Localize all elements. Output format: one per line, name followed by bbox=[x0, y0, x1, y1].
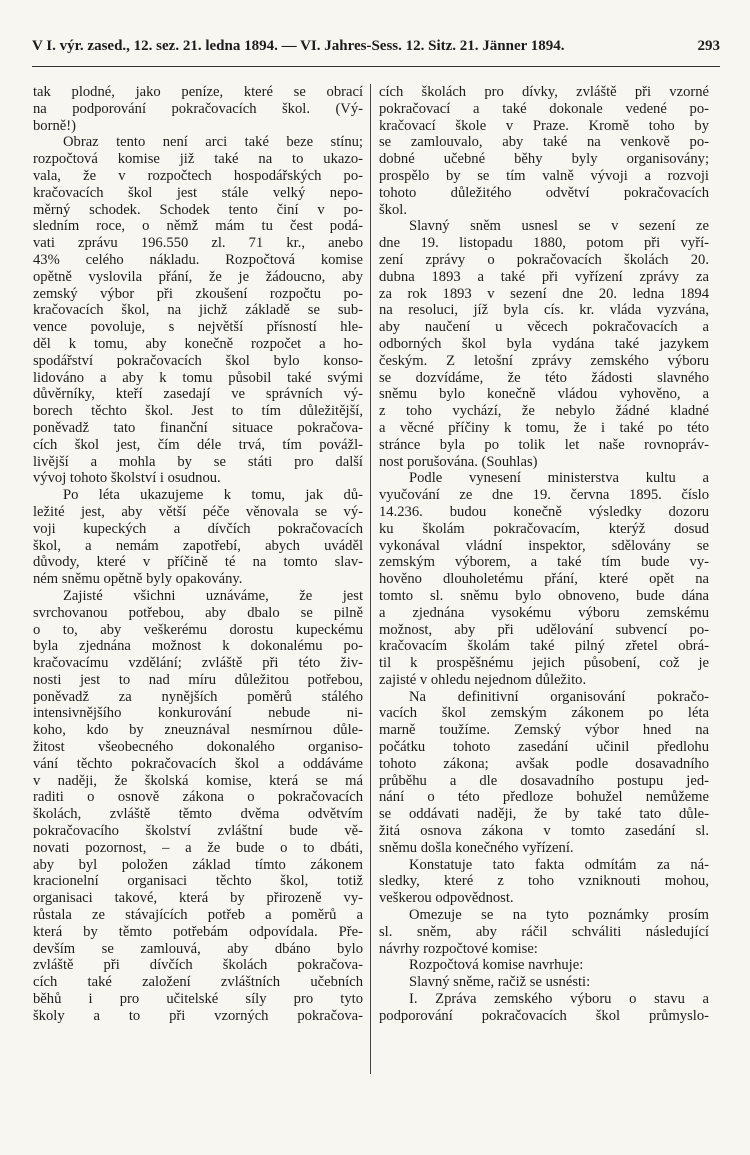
text-line: zvláště při dívčích školách pokračova- bbox=[33, 957, 363, 974]
text-line: I. Zpráva zemského výboru o stavu a bbox=[409, 991, 709, 1008]
text-line: 43% celého nákladu. Rozpočtová komise bbox=[33, 251, 363, 268]
text-line: návrhy rozpočtové komise: bbox=[379, 940, 538, 957]
text-line: koho, kdo by zneuznával nesmírnou důle- bbox=[33, 722, 363, 739]
text-line: Obraz tento není arci také beze stínu; bbox=[63, 134, 363, 151]
text-line: běhů i pro učitelské síly pro tyto bbox=[33, 991, 363, 1008]
text-line: ku školám pokračovacím, kterýž dosud bbox=[379, 520, 709, 537]
text-line: aby byl položen základ tímto zákonem bbox=[33, 856, 363, 873]
text-line: kračovacích škol, na jichž základě se sub- bbox=[33, 302, 363, 319]
text-line: důvěrníky, kteří zasedají ve správních vý- bbox=[33, 386, 363, 403]
text-line: borně!) bbox=[33, 117, 76, 134]
text-line: na resoluci, jíž byla cís. kr. vláda vyzvána, bbox=[379, 302, 709, 319]
text-line: prospělo by se tím valně vývoji a rozvoji bbox=[379, 167, 709, 184]
text-line: nosti jest to nad míru důležitou potřebou, bbox=[33, 671, 363, 688]
text-line: kračovací škole v Praze. Kromě toho by bbox=[379, 117, 709, 134]
text-line: která by těmto potřebám odpovídala. Pře- bbox=[33, 923, 363, 940]
text-line: na podporování pokračovacích škol. (Vý- bbox=[33, 100, 363, 117]
text-line: devším se zamlouvá, aby dbáno bylo bbox=[33, 940, 363, 957]
text-line: zení zprávy o pokračovacích školách 20. bbox=[379, 251, 709, 268]
text-line: novati pozornost, – a že bude o to dbáti, bbox=[33, 839, 363, 856]
header-rule bbox=[32, 66, 720, 67]
text-line: průběhu a dle dosavadního postupu jed- bbox=[379, 772, 709, 789]
text-line: školy a to při vzorných pokračova- bbox=[33, 1007, 363, 1024]
text-line: zajisté v ohledu nejednom důležito. bbox=[379, 671, 587, 688]
left-column bbox=[33, 84, 363, 1144]
text-line: opětně vyslovila přání, že je žádoucno, aby bbox=[33, 268, 363, 285]
text-line: livější a mohla by se státi pro další bbox=[33, 453, 363, 470]
text-line: dobné učebné běhy byly organisovány; bbox=[379, 151, 709, 168]
text-line: organisaci takové, která by přirozeně vy- bbox=[33, 890, 363, 907]
text-line: škol. bbox=[379, 201, 407, 218]
text-line: žitost všeobecného dokonalého organiso- bbox=[33, 739, 363, 756]
text-line: žitá osnova zákona v tomto zasedání sl. bbox=[379, 823, 709, 840]
text-line: nání o této předloze bohužel nemůžeme bbox=[379, 789, 709, 806]
text-line: hověno dlouholetému přání, které opět na bbox=[379, 571, 709, 588]
text-line: veškerou odpovědnost. bbox=[379, 890, 514, 907]
text-line: se dozvídáme, že této žádosti slavného bbox=[379, 369, 709, 386]
text-line: vala, že v rozpočtech hospodářských po- bbox=[33, 167, 363, 184]
text-line: se oddávati naději, že by také tato důle- bbox=[379, 806, 709, 823]
text-line: ležité jest, aby větší péče věnovala se vý- bbox=[33, 503, 363, 520]
text-line: v naději, že školská komise, která se má bbox=[33, 772, 363, 789]
text-line: Omezuje se na tyto poznámky prosím bbox=[409, 907, 709, 924]
text-line: a zjednána vysokému výboru zemskému bbox=[379, 604, 709, 621]
text-line: sledky, které z toho vzniknouti mohou, bbox=[379, 873, 709, 890]
text-line: sněmu došla konečného vyřízení. bbox=[379, 839, 574, 856]
text-line: sněmu bylo konečně vládou vyhověno, a bbox=[379, 386, 709, 403]
text-line: kračovacím školám také pilný zřetel obrá- bbox=[379, 638, 709, 655]
text-line: možnost, aby při udělování subvencí po- bbox=[379, 621, 709, 638]
text-line: kračovacích škol jest stále velký nepo- bbox=[33, 184, 363, 201]
text-line: ném sněmu opětně byly opakovány. bbox=[33, 571, 243, 588]
text-line: vykonával vládní inspektor, sdělovány se bbox=[379, 537, 709, 554]
text-line: škol, a nemám zapotřebí, abych uváděl bbox=[33, 537, 363, 554]
text-line: pokračovací a také dokonale vedené po- bbox=[379, 100, 709, 117]
text-line: tohoto zákona; avšak podle dosavadního bbox=[379, 755, 709, 772]
text-line: školách, zvláště těmto dvěma odvětvím bbox=[33, 806, 363, 823]
text-line: rozpočtová komise již také na to ukazo- bbox=[33, 151, 363, 168]
text-line: svrchovanou potřebou, aby dbalo se pilně bbox=[33, 604, 363, 621]
text-line: spodářství pokračovacích škol bylo konso- bbox=[33, 352, 363, 369]
text-line: Slavný sněm usnesl se v sezení ze bbox=[409, 218, 709, 235]
text-line: vati zprávu 196.550 zl. 71 kr., anebo bbox=[33, 235, 363, 252]
text-line: podporování pokračovacích škol průmyslo- bbox=[379, 1007, 709, 1024]
text-line: poněvadž za nynějších poměrů stálého bbox=[33, 688, 363, 705]
text-line: 14.236. budou konečně výsledky dozoru bbox=[379, 503, 709, 520]
text-line: kracionelní organisaci těchto škol, totiž bbox=[33, 873, 363, 890]
text-line: aby naučení u věcech pokračovacích a bbox=[379, 319, 709, 336]
text-line: borech těchto škol. Jest to tím důležitější, bbox=[33, 403, 363, 420]
text-line: důvody, které v příčině té na tomto slav- bbox=[33, 554, 363, 571]
text-line: poněvadž tato finanční situace pokračova- bbox=[33, 419, 363, 436]
text-line: cích škol jest, čím déle trvá, tím povážl- bbox=[33, 436, 363, 453]
text-line: vání těchto pokračovacích škol a oddáváme bbox=[33, 755, 363, 772]
text-line: o to, aby veškerému dorostu kupeckému bbox=[33, 621, 363, 638]
text-line: cích školách pro dívky, zvláště při vzorné bbox=[379, 84, 709, 100]
text-line: tak plodné, jako peníze, které se obrací bbox=[33, 84, 363, 100]
text-line: růstala ze stávajících potřeb a poměrů a bbox=[33, 907, 363, 924]
column-divider bbox=[370, 84, 371, 1074]
text-line: Konstatuje tato fakta odmítám za ná- bbox=[409, 856, 709, 873]
right-column bbox=[379, 84, 709, 1144]
text-line: sl. sněm, aby ráčil schváliti následující bbox=[379, 923, 709, 940]
text-line: za rok 1893 v sezení dne 20. ledna 1894 bbox=[379, 285, 709, 302]
running-header bbox=[32, 38, 720, 60]
text-line: intensivnějšího konkurování nebude ni- bbox=[33, 705, 363, 722]
running-header-title: V I. výr. zased., 12. sez. 21. ledna 1894. — VI. Jahres-Sess. 12. Sitz. 21. Jänner 1894. bbox=[32, 38, 565, 54]
text-line: tohoto důležitého odvětví pokračovacích bbox=[379, 184, 709, 201]
text-line: sledním roce, o němž mám tu čest podá- bbox=[33, 218, 363, 235]
text-line: dubna 1893 a také při vyřízení zprávy za bbox=[379, 268, 709, 285]
text-line: cích také založení zvláštních učebních bbox=[33, 974, 363, 991]
text-line: Po léta ukazujeme k tomu, jak dů- bbox=[63, 487, 363, 504]
text-line: děl k tomu, aby konečně rozpočet a ho- bbox=[33, 335, 363, 352]
text-line: zemským výborem, a také tím bude vy- bbox=[379, 554, 709, 571]
text-line: vyučování ze dne 19. června 1895. číslo bbox=[379, 487, 709, 504]
text-line: kračovacímu vzdělání; zvláště při této živ- bbox=[33, 655, 363, 672]
text-line: českým. Z letošní zprávy zemského výboru bbox=[379, 352, 709, 369]
text-line: dne 19. listopadu 1880, potom při vyří- bbox=[379, 235, 709, 252]
text-line: Rozpočtová komise navrhuje: bbox=[409, 957, 584, 974]
text-line: zemský výbor při zkoušení rozpočtu po- bbox=[33, 285, 363, 302]
text-line: Na definitivní organisování pokračo- bbox=[409, 688, 709, 705]
text-line: Podle vynesení ministerstva kultu a bbox=[409, 470, 709, 487]
text-line: počátku tohoto zasedání učinil předlohu bbox=[379, 739, 709, 756]
text-line: stránce byla po tolik let naše rovnopráv- bbox=[379, 436, 709, 453]
page-number: 293 bbox=[697, 38, 720, 54]
text-line: marně toužíme. Zemský výbor hned na bbox=[379, 722, 709, 739]
text-line: pokračovacího školství zvláštní bude vě- bbox=[33, 823, 363, 840]
text-line: se zamlouvalo, aby také na venkově po- bbox=[379, 134, 709, 151]
text-line: til k prospěšnému jejich působení, což je bbox=[379, 655, 709, 672]
text-line: lidováno a aby k tomu působil také svými bbox=[33, 369, 363, 386]
text-line: byla zjednána možnost k dokonalému po- bbox=[33, 638, 363, 655]
text-line: odborných škol byla vydána také jazykem bbox=[379, 335, 709, 352]
text-line: raditi o osnově zákona o pokračovacích bbox=[33, 789, 363, 806]
text-line: voji kupeckých a dívčích pokračovacích bbox=[33, 520, 363, 537]
text-line: z toho vychází, že nebylo žádné kladné bbox=[379, 403, 709, 420]
text-line: vence povoluje, s největší přísností hle- bbox=[33, 319, 363, 336]
text-line: vacích škol zemským zákonem po léta bbox=[379, 705, 709, 722]
text-line: Zajisté všichni uznáváme, že jest bbox=[63, 587, 363, 604]
text-line: nost porušována. (Souhlas) bbox=[379, 453, 538, 470]
text-line: tomto sl. sněmu bylo obnoveno, bude dána bbox=[379, 587, 709, 604]
text-line: měrný schodek. Schodek tento činí v po- bbox=[33, 201, 363, 218]
text-line: a věcné příčiny k tomu, že i také po této bbox=[379, 419, 709, 436]
text-line: vývoj tohoto školství i osudnou. bbox=[33, 470, 221, 487]
text-line: Slavný sněme, račiž se usnésti: bbox=[409, 974, 591, 991]
